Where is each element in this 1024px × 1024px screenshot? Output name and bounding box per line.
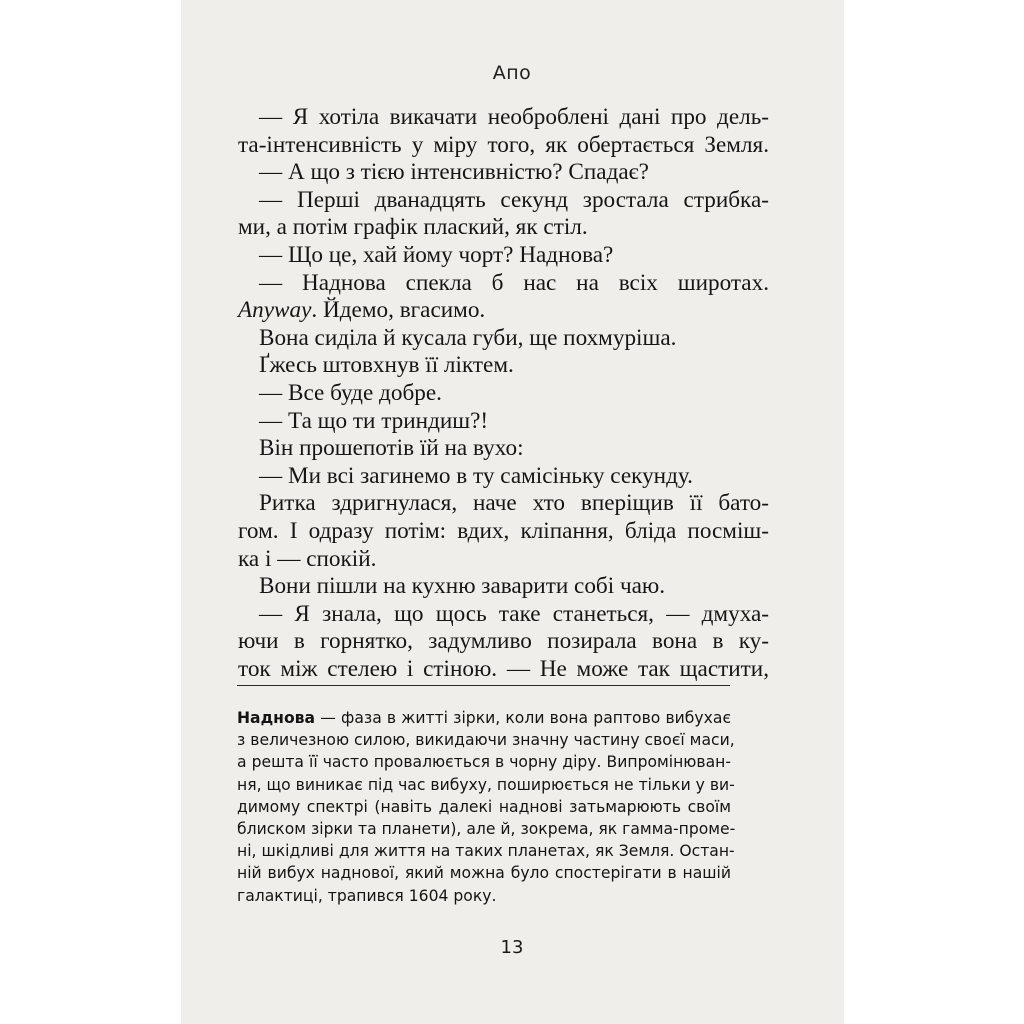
- body-line: Вони пішли на кухню заварити собі чаю.: [259, 573, 666, 600]
- body-line: [238, 297, 769, 325]
- body-line: — Все буде добре.: [259, 379, 442, 406]
- footnote-line-text: — фаза в житті зірки, коли вона раптово вибухає: [315, 709, 731, 727]
- footnote-divider: [237, 685, 730, 686]
- footnote-line: галактиці, трапився 1604 року.: [237, 886, 497, 905]
- italic-word: Anyway: [238, 297, 312, 324]
- body-line: — Я знала, що щось таке станеться, — дмуха-: [259, 600, 769, 627]
- footnote-line: димому спектрі (навіть далекі наднові затьмарюють своїм: [237, 797, 731, 816]
- body-line: — Ми всі загинемо в ту самісіньку секунду.: [259, 462, 693, 489]
- body-line: — Я хотіла викачати необроблені дані про дель-: [259, 104, 769, 130]
- body-line-text: . Йдемо, вгасимо.: [311, 297, 486, 324]
- body-line: — Що це, хай йому чорт? Наднова?: [259, 241, 614, 268]
- page-number: 13: [500, 937, 524, 958]
- footnote: [237, 707, 736, 907]
- footnote-line: а решта її часто провалюється в чорну діру. Випромінюван-: [237, 753, 731, 772]
- body-line: ка і — спокій.: [238, 545, 377, 572]
- footnote-term: Наднова: [237, 709, 316, 727]
- footnote-line: [237, 707, 731, 729]
- body-line: ток між стелею і стіною. — Не може так щастити,: [238, 655, 769, 682]
- running-head: Апо: [492, 62, 532, 84]
- body-line: Ґжесь штовхнув її ліктем.: [259, 352, 514, 379]
- body-line: ючи в горнятко, задумливо позирала вона в ку-: [238, 628, 769, 655]
- footnote-line: ні, шкідливі для життя на таких планетах, як Земля. Остан-: [237, 842, 735, 861]
- body-line: — Перші дванадцять секунд зростала стрибка-: [259, 186, 769, 213]
- footnote-line: ній вибух наднової, який можна було спостерігати в нашій: [237, 864, 731, 883]
- body-line: Ритка здригнулася, наче хто вперіщив її бато-: [259, 490, 769, 517]
- body-line: — А що з тією інтенсивністю? Спадає?: [259, 159, 649, 186]
- body-line: — Та що ти триндиш?!: [259, 407, 489, 434]
- body-line: та-інтенсивність у міру того, як обертається Земля.: [238, 131, 769, 158]
- body-line: гом. І одразу потім: вдих, кліпання, бліда посміш-: [238, 517, 769, 544]
- footnote-line: ня, що виникає під час вибуху, поширюється не тільки у ви-: [237, 775, 735, 794]
- body-line: ми, а потім графік плаский, як стіл.: [238, 214, 588, 241]
- body-text: [238, 104, 769, 683]
- body-line: — Наднова спекла б нас на всіх широтах.: [259, 269, 769, 296]
- footnote-line: блиском зірки та планети), але й, зокрема, як гамма-проме-: [237, 819, 736, 838]
- body-line: Вона сиділа й кусала губи, ще похмуріша.: [259, 324, 677, 351]
- footnote-line: з величезною силою, викидаючи значну частину своєї маси,: [237, 731, 735, 750]
- body-line: Він прошепотів їй на вухо:: [259, 435, 524, 462]
